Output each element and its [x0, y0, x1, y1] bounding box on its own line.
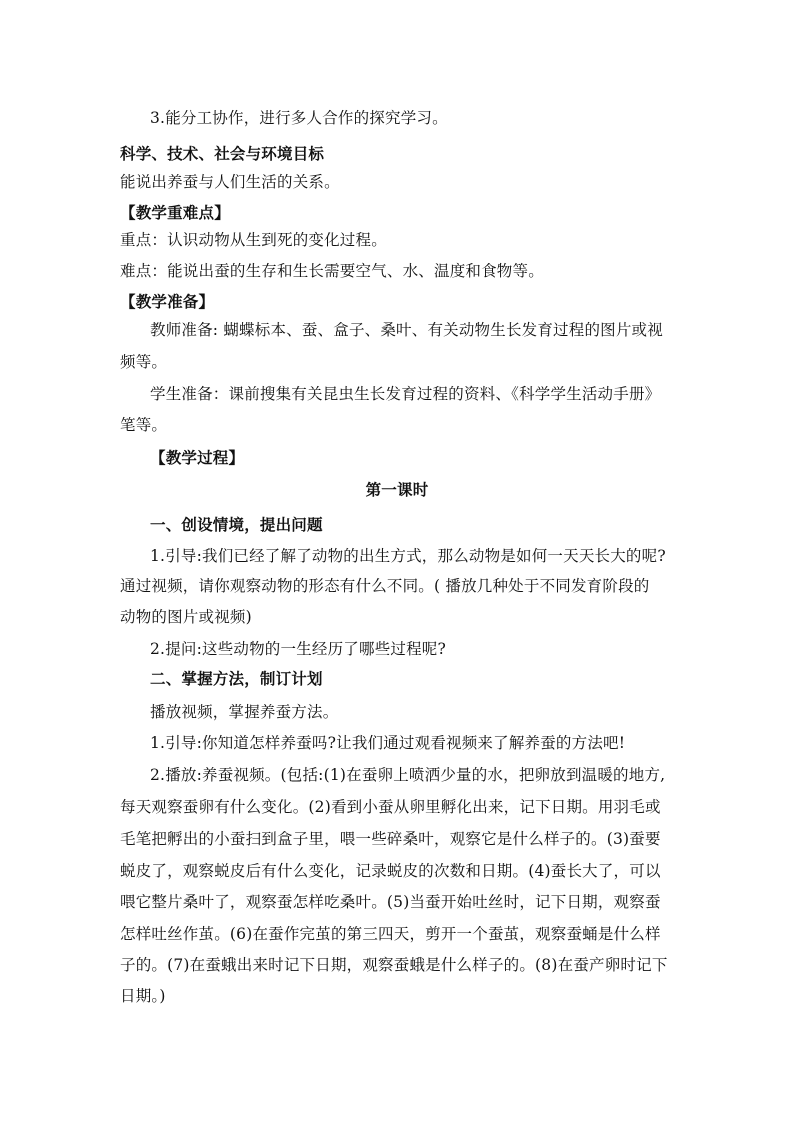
teacher-preparation-line-2: 频等。: [120, 353, 168, 371]
video-intro-line: 播放视频，掌握养蚕方法。: [150, 703, 339, 721]
part-heading-two: 二、掌握方法，制订计划: [150, 669, 323, 688]
play-video-line-3: 毛笔把孵出的小蚕扫到盒子里，喂一些碎桑叶，观察它是什么样子的。(3)蚕要: [120, 830, 661, 848]
play-video-line-4: 蜕皮了，观察蜕皮后有什么变化，记录蜕皮的次数和日期。(4)蚕长大了，可以: [120, 862, 661, 880]
guide-line-2: 通过视频，请你观察动物的形态有什么不同。( 播放几种处于不同发育阶段的: [120, 577, 650, 595]
play-video-line-2: 每天观察蚕卵有什么变化。(2)看到小蚕从卵里孵化出来，记下日期。用羽毛或: [120, 798, 661, 816]
part-heading-one: 一、创设情境，提出问题: [150, 515, 323, 534]
guide-line-1: 1.引导:我们已经了解了动物的出生方式，那么动物是如何一天天长大的呢?: [150, 547, 666, 565]
play-video-line-5: 喂它整片桑叶了，观察蚕怎样吃桑叶。(5)当蚕开始吐丝时，记下日期，观察蚕: [120, 893, 661, 911]
key-point-text: 重点：认识动物从生到死的变化过程。: [120, 231, 387, 249]
question-line: 2.提问:这些动物的一生经历了哪些过程呢?: [150, 640, 447, 658]
play-video-line-1: 2.播放:养蚕视频。(包括:(1)在蚕卵上喷洒少量的水，把卵放到温暖的地方,: [150, 766, 666, 784]
play-video-line-8: 日期。): [120, 987, 166, 1005]
play-video-line-6: 怎样吐丝作茧。(6)在蚕作完茧的第三四天，剪开一个蚕茧，观察蚕蛹是什么样: [120, 925, 661, 943]
student-preparation-line-1: 学生准备：课前搜集有关昆虫生长发育过程的资料、《科学学生活动手册》: [150, 385, 661, 403]
section-heading-process: 【教学过程】: [150, 448, 245, 467]
difficult-point-text: 难点：能说出蚕的生存和生长需要空气、水、温度和食物等。: [120, 262, 544, 280]
teacher-preparation-line-1: 教师准备: 蝴蝶标本、蚕、盒子、桑叶、有关动物生长发育过程的图片或视: [150, 321, 663, 339]
section-heading-key-points: 【教学重难点】: [120, 203, 230, 222]
objective-item-3: 3.能分工协作，进行多人合作的探究学习。: [150, 109, 448, 127]
play-video-line-7: 子的。(7)在蚕蛾出来时记下日期，观察蚕蛾是什么样子的。(8)在蚕产卵时记下: [120, 956, 668, 974]
guide-line-3: 动物的图片或视频): [120, 608, 252, 626]
lesson-title: 第一课时: [365, 480, 429, 499]
guide-silkworm-line: 1.引导:你知道怎样养蚕吗?让我们通过观看视频来了解养蚕的方法吧!: [150, 734, 626, 752]
section-heading-stse-goals: 科学、技术、社会与环境目标: [120, 144, 325, 163]
section-heading-preparation: 【教学准备】: [120, 292, 215, 311]
student-preparation-line-2: 笔等。: [120, 416, 168, 434]
stse-goal-text: 能说出养蚕与人们生活的关系。: [120, 173, 340, 191]
